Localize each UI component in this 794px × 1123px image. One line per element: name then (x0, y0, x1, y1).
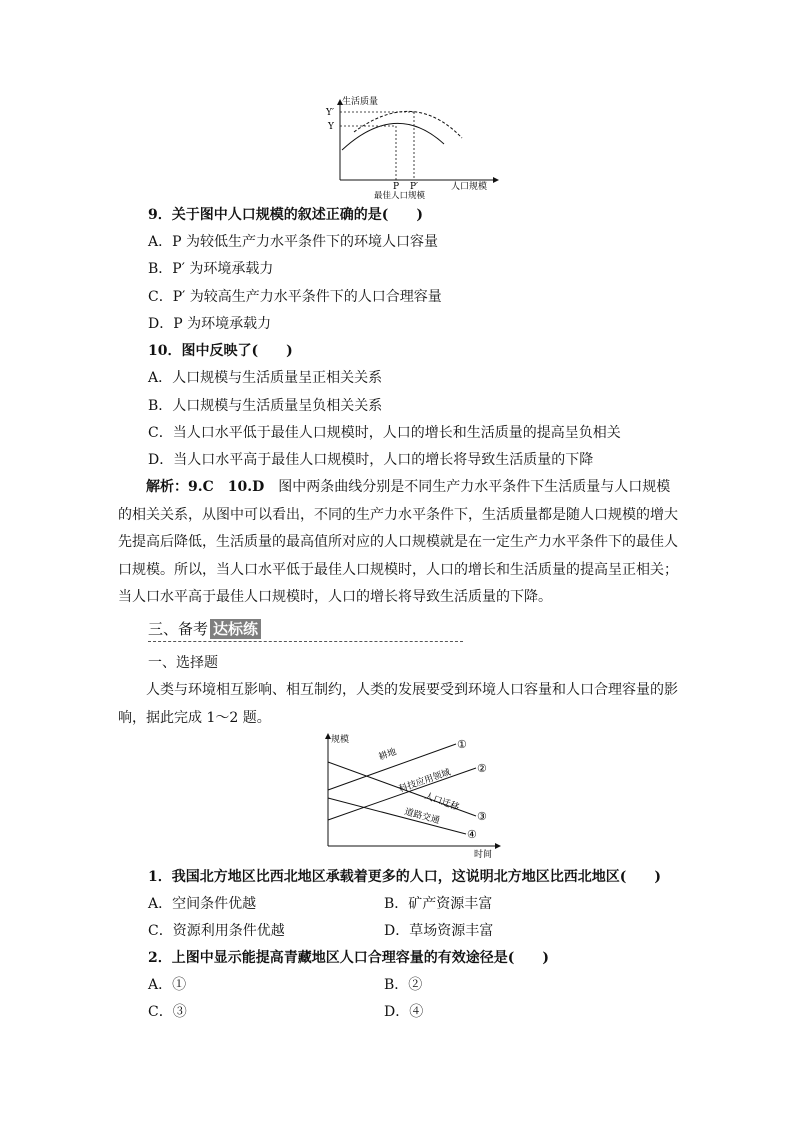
question-1-option-c: C．资源利用条件优越 (148, 923, 285, 939)
intro-paragraph: 人类与环境相互影响、相互制约，人类的发展要受到环境人口容量和人口合理容量的影响，据此完成 1～2 题。 (118, 682, 678, 726)
question-1-option-b: B．矿产资源丰富 (384, 896, 493, 912)
x-tick-p: P (393, 182, 400, 192)
section-heading (148, 618, 261, 639)
line-3-number: ③ (477, 810, 487, 823)
line-4-number: ④ (467, 828, 477, 841)
question-10-title: 10．图中反映了( ) (148, 343, 293, 359)
curve-low-productivity (342, 123, 444, 150)
y-tick-y: Y (328, 122, 334, 132)
question-2-option-a: A．① (148, 977, 187, 993)
figure-scale-over-time (316, 730, 506, 860)
line-3-label: 人口迁移 (422, 791, 461, 814)
question-9-option-c: C．P′ 为较高生产力水平条件下的人口合理容量 (148, 289, 442, 305)
question-2-option-b: B．② (384, 977, 423, 993)
x-axis-label: 时间 (474, 850, 493, 860)
subsection-title: 一、选择题 (148, 655, 218, 671)
analysis-block (118, 474, 678, 612)
question-9-option-d: D．P 为环境承载力 (148, 316, 272, 332)
line-1-number: ① (457, 738, 467, 751)
figure-quality-of-life (318, 92, 508, 200)
question-2-title: 2．上图中显示能提高青藏地区人口合理容量的有效途径是( ) (148, 950, 549, 966)
y-tick-y-prime: Y′ (326, 108, 334, 118)
x-note-optimal-size: 最佳人口规模 (374, 191, 426, 200)
question-2-option-c: C．③ (148, 1004, 187, 1020)
y-axis-label: 规模 (331, 735, 350, 745)
section-tag: 达标练 (210, 619, 261, 639)
question-9-option-a: A．P 为较低生产力水平条件下的环境人口容量 (148, 234, 438, 250)
question-10-option-c: C．当人口水平低于最佳人口规模时，人口的增长和生活质量的提高呈负相关 (148, 425, 621, 441)
question-10-option-d: D．当人口水平高于最佳人口规模时，人口的增长将导致生活质量的下降 (148, 452, 594, 468)
question-9-title: 9．关于图中人口规模的叙述正确的是( ) (148, 207, 423, 223)
line-2-label: 科技应用领域 (397, 767, 453, 795)
question-1-title: 1．我国北方地区比西北地区承载着更多的人口，这说明北方地区比西北地区( ) (148, 869, 661, 885)
line-2-number: ② (477, 762, 487, 775)
question-9-option-b: B．P′ 为环境承载力 (148, 261, 274, 277)
x-tick-p-prime: P′ (410, 182, 419, 192)
x-axis-label: 人口规模 (451, 182, 488, 192)
question-1-option-a: A．空间条件优越 (148, 896, 257, 912)
question-1-option-d: D．草场资源丰富 (384, 923, 494, 939)
line-4-label: 道路交通 (403, 807, 441, 827)
analysis-label: 解析：9.C 10.D (146, 479, 279, 495)
question-2-option-d: D．④ (384, 1004, 424, 1020)
question-10-option-a: A．人口规模与生活质量呈正相关关系 (148, 370, 383, 386)
line-1-label: 耕地 (377, 747, 398, 763)
y-axis-label: 生活质量 (342, 97, 379, 107)
section-prefix: 三、备考 (148, 620, 209, 638)
section-divider (148, 641, 463, 642)
question-10-option-b: B．人口规模与生活质量呈负相关关系 (148, 398, 383, 414)
analysis-text: 图中两条曲线分别是不同生产力水平条件下生活质量与人口规模的相关关系，从图中可以看出，不同的生产力水平条件下，生活质量都是随人口规模的增大先提高后降低，生活质量的最高值所对应的人口规模就是在一定生产力水平条件下的最佳人口规模。所以，当人口水平低于最佳人口规模时，人口的增长和生活质量的提高呈正相关；当人口水平高于最佳人口规模时，人口的增长将导致生活质量的下降。 (118, 479, 678, 605)
